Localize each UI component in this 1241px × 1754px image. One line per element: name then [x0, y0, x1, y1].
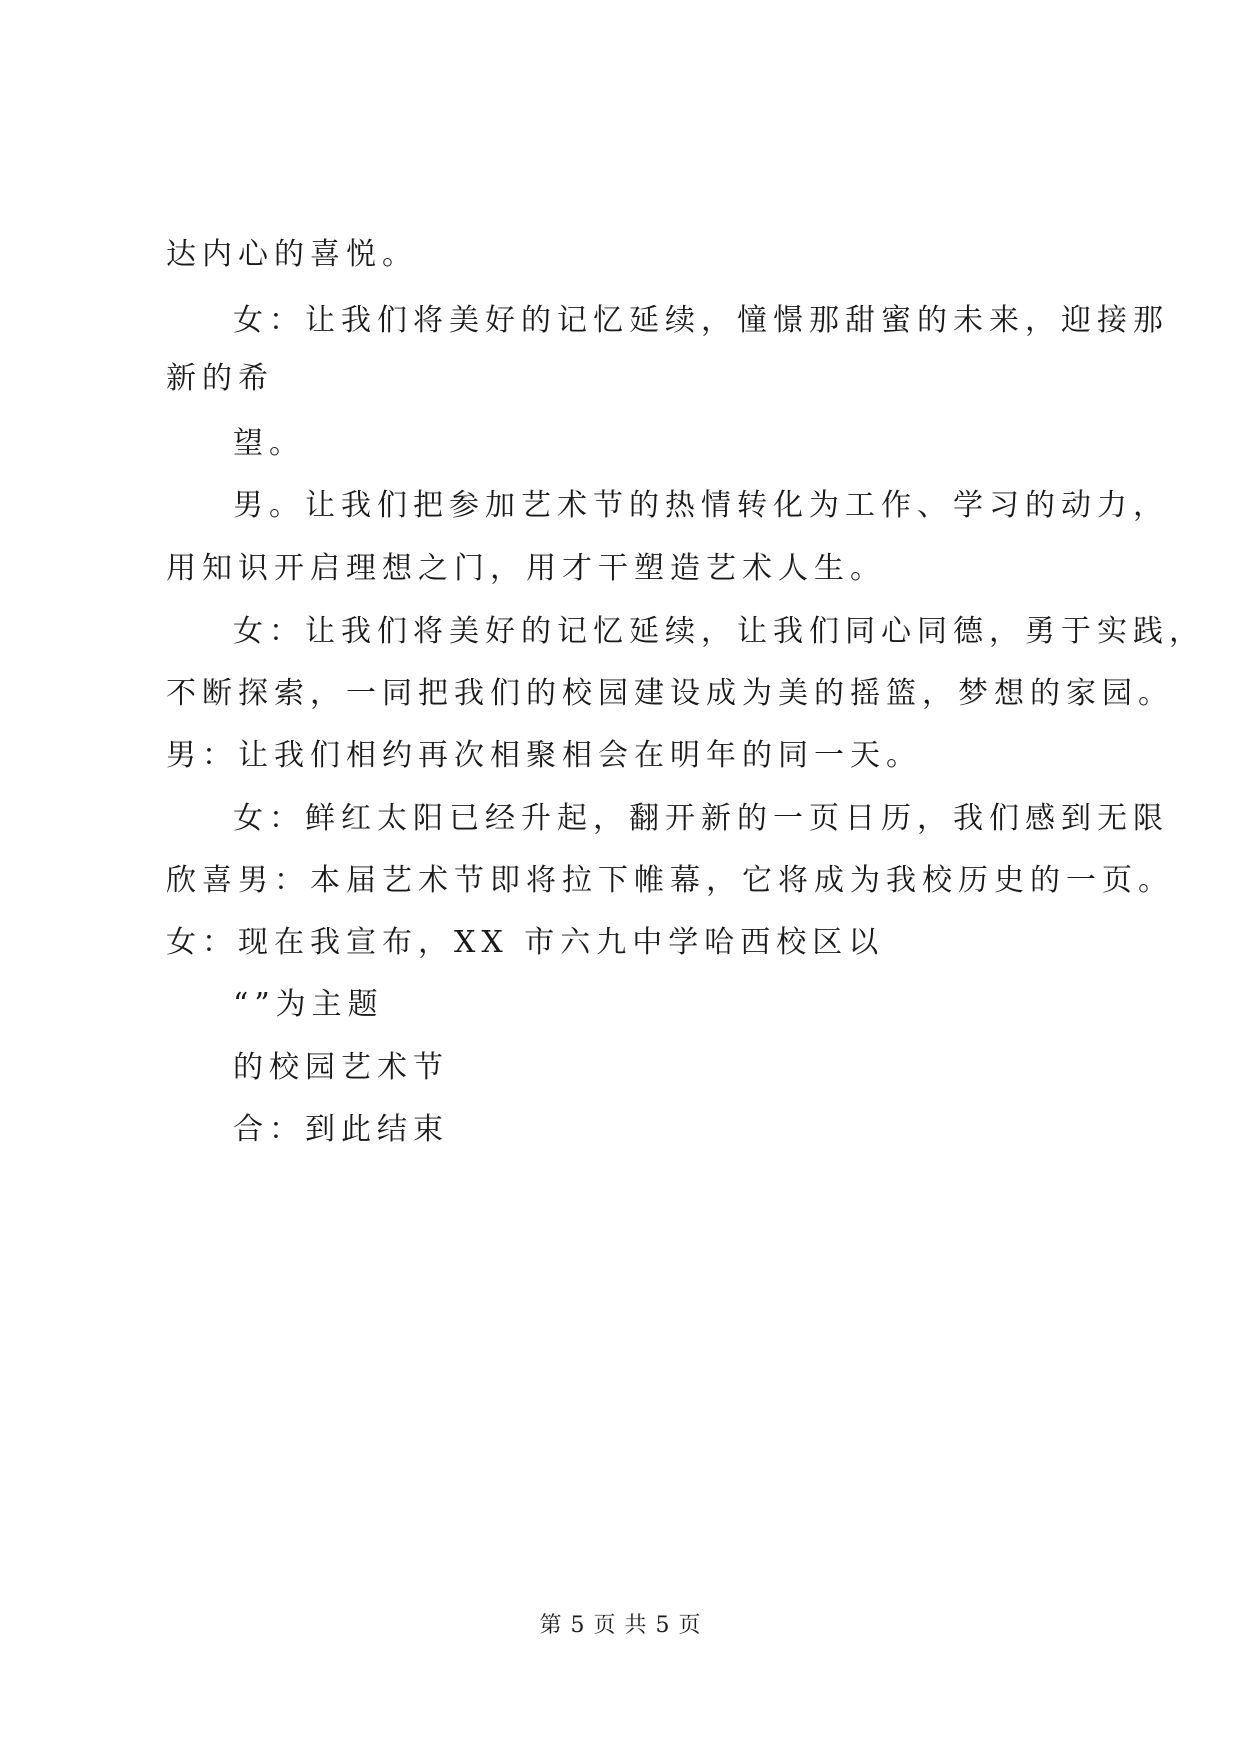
text-line: 用知识开启理想之门，用才干塑造艺术人生。: [166, 551, 886, 586]
text-line: 男。让我们把参加艺术节的热情转化为工作、学习的动力，: [233, 488, 1169, 523]
text-line: “”为主题: [233, 987, 384, 1022]
text-line: 女：鲜红太阳已经升起，翻开新的一页日历，我们感到无限: [233, 801, 1169, 836]
text-line: 的校园艺术节: [233, 1050, 449, 1085]
text-line: 女：现在我宣布，XX 市六九中学哈西校区以: [166, 925, 885, 960]
text-line: 欣喜男：本届艺术节即将拉下帷幕，它将成为我校历史的一页。: [166, 863, 1174, 898]
text-line: 女：让我们将美好的记忆延续，憧憬那甜蜜的未来，迎接那: [233, 303, 1169, 338]
text-line: 不断探索，一同把我们的校园建设成为美的摇篮，梦想的家园。: [166, 676, 1174, 711]
text-line: 望。: [233, 426, 305, 461]
text-line: 达内心的喜悦。: [166, 237, 418, 272]
page-footer: 第 5 页 共 5 页: [539, 1613, 702, 1638]
text-line: 新的希: [166, 361, 274, 396]
text-line: 男：让我们相约再次相聚相会在明年的同一天。: [166, 738, 922, 773]
text-line: 合：到此结束: [233, 1112, 449, 1147]
text-line: 女：让我们将美好的记忆延续，让我们同心同德，勇于实践，: [233, 614, 1205, 649]
